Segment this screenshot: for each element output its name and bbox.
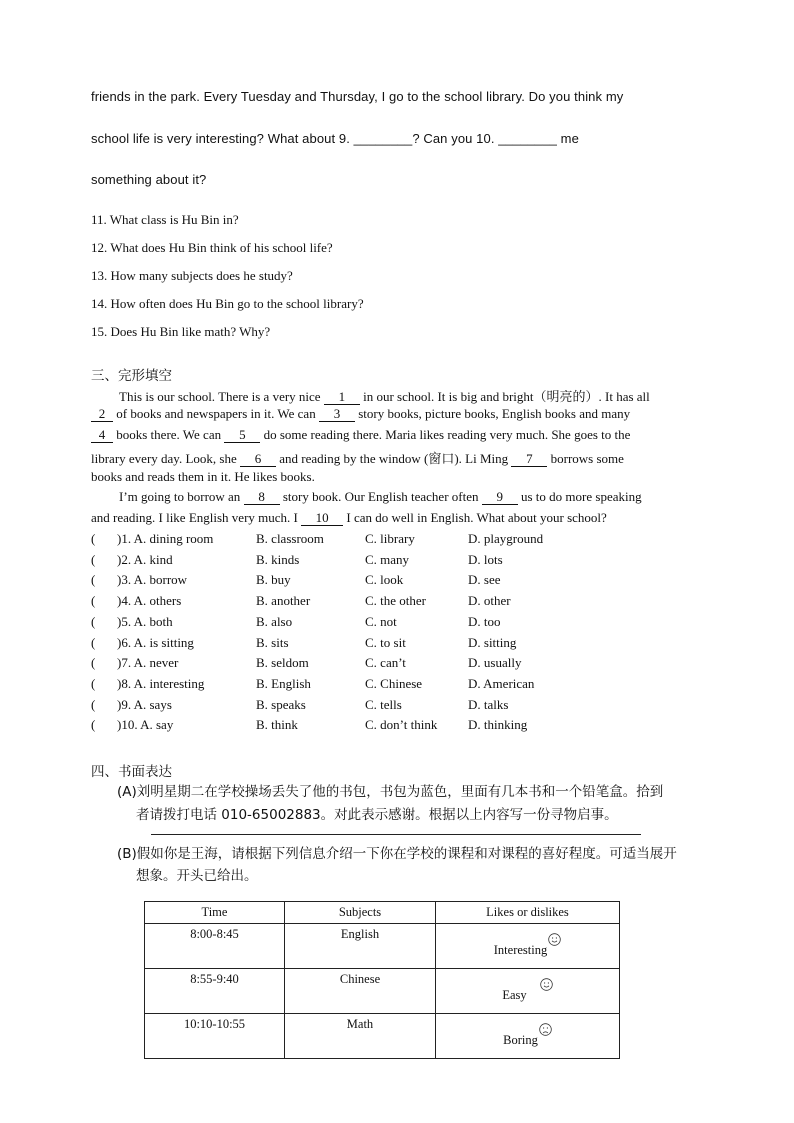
cloze-blank-6[interactable]: 6 xyxy=(240,452,276,467)
likes-text: Easy xyxy=(502,988,527,1002)
subject-cell: Math xyxy=(285,1014,436,1059)
cloze-line: books and reads them in it. He likes books. xyxy=(91,469,315,484)
option-b: B. also xyxy=(256,613,293,629)
option-c: C. tells xyxy=(365,696,402,712)
option-c: C. not xyxy=(365,613,397,629)
option-a: )10. A. say xyxy=(117,717,174,733)
answer-blank-9[interactable]: ________ xyxy=(353,131,413,146)
likes-cell xyxy=(436,924,620,969)
option-a: )8. A. interesting xyxy=(117,675,205,691)
question-item: 15. Does Hu Bin like math? Why? xyxy=(91,324,271,339)
option-d: D. usually xyxy=(468,655,522,671)
option-c: C. can’t xyxy=(365,655,406,671)
option-d: D. other xyxy=(468,593,511,609)
option-b: B. sits xyxy=(256,634,289,650)
writing-task-b: (B)假如你是王海，请根据下列信息介绍一下你在学校的课程和对课程的喜好程度。可适当展开 xyxy=(117,846,677,862)
option-a: )1. A. dining room xyxy=(117,531,214,546)
table-row xyxy=(145,924,620,969)
option-d: D. sitting xyxy=(468,634,517,650)
writing-task-b-cont: 想象。开头已给出。 xyxy=(136,868,258,884)
answer-paren[interactable]: ( xyxy=(91,572,96,588)
option-a: )4. A. others xyxy=(117,593,182,609)
cloze-line: library every day. Look, she 6 and reading by the window (窗口). Li Ming 7 borrows some xyxy=(91,451,624,466)
cloze-line: 2 of books and newspapers in it. We can 3 story books, picture books, English books and many xyxy=(91,406,630,422)
cloze-blank-1[interactable]: 1 xyxy=(324,390,360,405)
option-b: B. think xyxy=(256,717,298,733)
option-d: D. too xyxy=(468,613,501,629)
likes-cell xyxy=(436,1014,620,1059)
question-item: 11. What class is Hu Bin in? xyxy=(91,212,239,227)
cloze-blank-3[interactable]: 3 xyxy=(319,407,355,422)
option-c: C. many xyxy=(365,551,410,567)
option-a: )7. A. never xyxy=(117,655,179,671)
cloze-line: 4 books there. We can 5 do some reading there. Maria likes reading very much. She goes to the xyxy=(91,427,630,443)
cloze-blank-7[interactable]: 7 xyxy=(511,452,547,467)
answer-paren[interactable]: ( xyxy=(91,655,96,671)
subject-cell: Chinese xyxy=(285,969,436,1014)
option-b: B. buy xyxy=(256,572,291,588)
cloze-line: This is our school. There is a very nice 1 in our school. It is big and bright（明亮的）. It has all xyxy=(119,389,650,404)
happy-face-icon xyxy=(540,978,553,991)
option-a: )5. A. both xyxy=(117,613,173,629)
option-c: C. look xyxy=(365,572,404,588)
table-row xyxy=(145,1014,620,1059)
cloze-blank-8[interactable]: 8 xyxy=(244,490,280,505)
sad-face-icon xyxy=(539,1023,552,1036)
option-a: )2. A. kind xyxy=(117,551,173,567)
passage-line: friends in the park. Every Tuesday and Thursday, I go to the school library. Do you think my xyxy=(91,89,624,104)
section-heading-writing: 四、书面表达 xyxy=(91,764,172,780)
answer-blank-10[interactable]: ________ xyxy=(498,131,557,146)
time-cell: 10:10-10:55 xyxy=(145,1014,285,1059)
passage-line: school life is very interesting? What about 9. ________? Can you 10. ________ me xyxy=(91,131,579,146)
option-b: B. seldom xyxy=(256,655,309,671)
likes-text: Boring xyxy=(503,1033,538,1047)
answer-paren[interactable]: ( xyxy=(91,531,96,546)
header-subjects: Subjects xyxy=(285,902,436,924)
question-item: 12. What does Hu Bin think of his school life? xyxy=(91,240,333,255)
header-time: Time xyxy=(145,902,285,924)
section-heading-cloze: 三、完形填空 xyxy=(91,368,172,384)
option-c: C. Chinese xyxy=(365,675,423,691)
answer-paren[interactable]: ( xyxy=(91,717,96,733)
option-b: B. kinds xyxy=(256,551,300,567)
likes-cell xyxy=(436,969,620,1014)
cloze-blank-5[interactable]: 5 xyxy=(224,428,260,443)
answer-paren[interactable]: ( xyxy=(91,551,96,567)
answer-line[interactable] xyxy=(151,834,641,835)
cloze-blank-4[interactable]: 4 xyxy=(91,428,113,443)
question-item: 14. How often does Hu Bin go to the school library? xyxy=(91,296,364,311)
option-c: C. library xyxy=(365,531,415,546)
table-header-row xyxy=(145,902,620,924)
answer-paren[interactable]: ( xyxy=(91,675,96,691)
cloze-blank-10[interactable]: 10 xyxy=(301,511,343,526)
option-d: D. see xyxy=(468,572,501,588)
cloze-line: I’m going to borrow an 8 story book. Our English teacher often 9 us to do more speaking xyxy=(119,489,642,504)
answer-paren[interactable]: ( xyxy=(91,634,96,650)
writing-task-a-cont: 者请拨打电话 010-65002883。对此表示感谢。根据以上内容写一份寻物启事。 xyxy=(136,807,618,823)
answer-paren[interactable]: ( xyxy=(91,593,96,609)
time-cell: 8:00-8:45 xyxy=(145,924,285,969)
answer-paren[interactable]: ( xyxy=(91,696,96,712)
option-d: D. thinking xyxy=(468,717,528,733)
time-cell: 8:55-9:40 xyxy=(145,969,285,1014)
cloze-blank-9[interactable]: 9 xyxy=(482,490,518,505)
schedule-table xyxy=(144,901,620,1059)
option-c: C. the other xyxy=(365,593,427,609)
happy-face-icon xyxy=(548,933,561,946)
option-d: D. talks xyxy=(468,696,509,712)
cloze-line: and reading. I like English very much. I 10 I can do well in English. What about your school? xyxy=(91,510,607,525)
option-d: D. lots xyxy=(468,551,503,567)
option-a: )9. A. says xyxy=(117,696,172,712)
option-b: B. speaks xyxy=(256,696,306,712)
writing-task-a: (A)刘明星期二在学校操场丢失了他的书包，书包为蓝色，里面有几本书和一个铅笔盒。拾到 xyxy=(117,784,664,800)
option-a: )3. A. borrow xyxy=(117,572,188,588)
option-b: B. English xyxy=(256,675,311,691)
option-b: B. classroom xyxy=(256,531,324,546)
answer-paren[interactable]: ( xyxy=(91,613,96,629)
option-a: )6. A. is sitting xyxy=(117,634,194,650)
option-c: C. to sit xyxy=(365,634,406,650)
subject-cell: English xyxy=(285,924,436,969)
option-d: D. American xyxy=(468,675,535,691)
header-likes: Likes or dislikes xyxy=(436,902,620,924)
cloze-blank-2[interactable]: 2 xyxy=(91,407,113,422)
option-c: C. don’t think xyxy=(365,717,438,733)
question-item: 13. How many subjects does he study? xyxy=(91,268,293,283)
passage-line: something about it? xyxy=(91,172,207,187)
likes-text: Interesting xyxy=(493,943,548,957)
option-d: D. playground xyxy=(468,531,544,546)
table-row xyxy=(145,969,620,1014)
option-b: B. another xyxy=(256,593,311,609)
